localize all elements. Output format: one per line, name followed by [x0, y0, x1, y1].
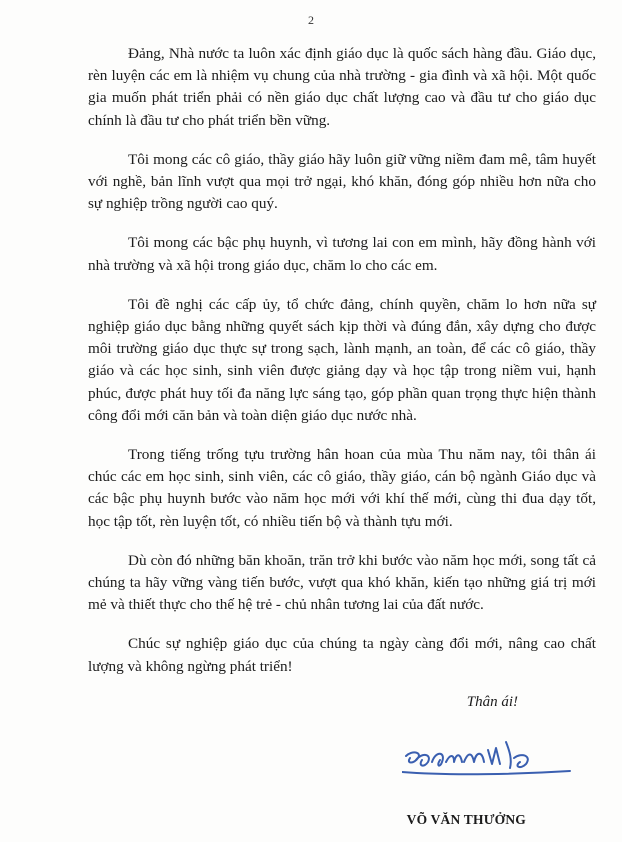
paragraph: Tôi mong các cô giáo, thầy giáo hãy luôn giữ vững niềm đam mê, tâm huyết với nghề, bản lĩnh vượt qua mọi trở ngại, khó khăn, đóng góp nhiều hơn nữa cho sự nghiệp trồng người cao quý.: [88, 150, 596, 213]
paragraph: Chúc sự nghiệp giáo dục của chúng ta ngày càng đổi mới, nâng cao chất lượng và không ngừng phát triển!: [88, 635, 596, 675]
signer-name: VÕ VĂN THƯỞNG: [406, 812, 526, 827]
page-number: 2: [308, 13, 314, 27]
handwritten-signature: [402, 730, 572, 790]
closing-salutation: Thân ái!: [466, 694, 518, 710]
paragraph: Đảng, Nhà nước ta luôn xác định giáo dục là quốc sách hàng đầu. Giáo dục, rèn luyện các em là nhiệm vụ chung của nhà trường - gia đình và xã hội. Một quốc gia muốn phát triển phải có nền giáo dục chất lượng cao và đầu tư cho giáo dục chính là đầu tư cho phát triển bền vững.: [88, 45, 596, 129]
paragraph: Tôi mong các bậc phụ huynh, vì tương lai con em mình, hãy đồng hành với nhà trường và xã hội trong giáo dục, chăm lo cho các em.: [88, 234, 596, 274]
letter-body: [88, 43, 596, 695]
paragraph: Trong tiếng trống tựu trường hân hoan của mùa Thu năm nay, tôi thân ái chúc các em học sinh, sinh viên, các cô giáo, thầy giáo, cán bộ ngành Giáo dục và các bậc phụ huynh bước vào năm học mới với khí thế mới, cùng thi đua dạy tốt, học tập tốt, rèn luyện tốt, có nhiều tiến bộ và thành tựu mới.: [88, 446, 596, 530]
paragraph: Dù còn đó những băn khoăn, trăn trở khi bước vào năm học mới, song tất cả chúng ta hãy vững vàng tiến bước, vượt qua khó khăn, kiến tạo những giá trị mới mẻ và thiết thực cho thế hệ trẻ - chủ nhân tương lai của đất nước.: [88, 551, 596, 614]
paragraph: Tôi đề nghị các cấp ủy, tổ chức đảng, chính quyền, chăm lo hơn nữa sự nghiệp giáo dục bằng những quyết sách kịp thời và đúng đắn, xây dựng cho được môi trường giáo dục thực sự trong sạch, lành mạnh, an toàn, để các cô giáo, thầy giáo và các học sinh, sinh viên được giảng dạy và học tập trong niềm vui, hạnh phúc, được phát huy tối đa năng lực sáng tạo, góp phần quan trọng thực hiện thành công đổi mới căn bản và toàn diện giáo dục nước nhà.: [88, 295, 596, 424]
